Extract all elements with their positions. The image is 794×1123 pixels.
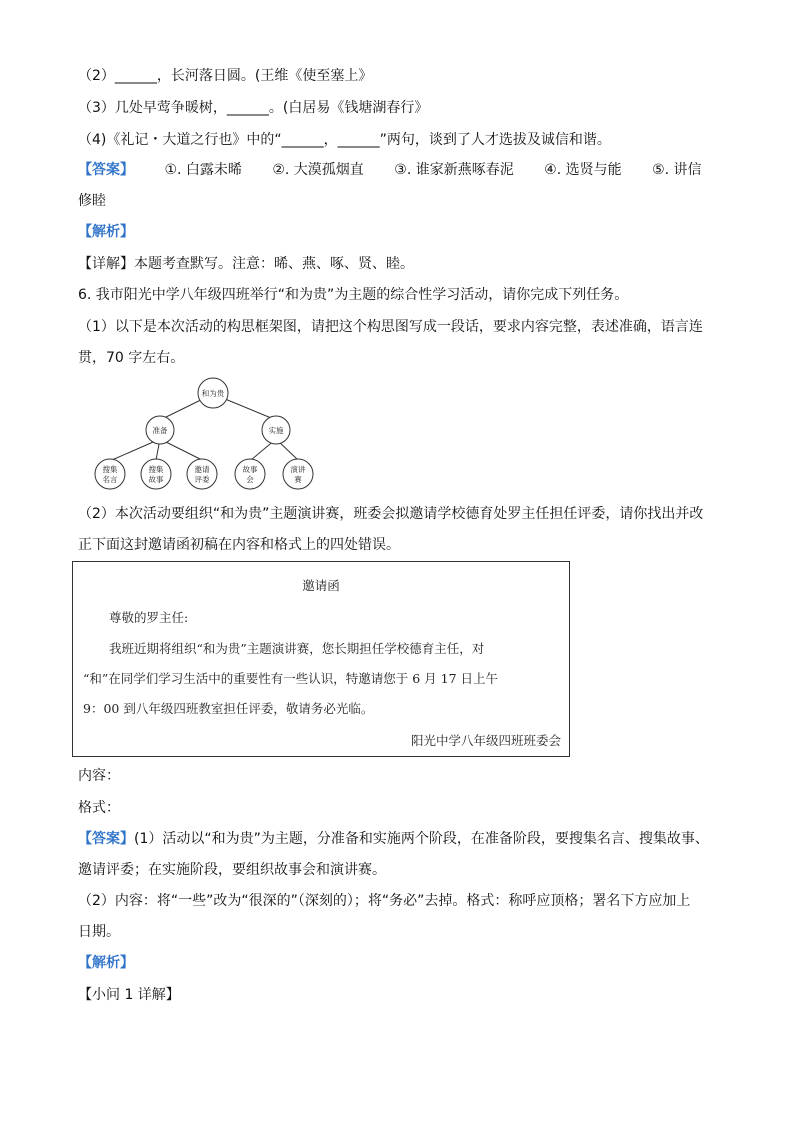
- format-label: 格式：: [78, 800, 120, 816]
- tree-leaf-node: [95, 459, 125, 489]
- tree-implement-label: 实施: [268, 426, 284, 435]
- tree-prepare-label: 准备: [152, 426, 168, 435]
- letter-signature: 阳光中学八年级四班班委会: [410, 733, 561, 748]
- answer-item-1: ①. 白露未晞: [164, 162, 242, 178]
- letter-title: 邀请函: [302, 578, 340, 593]
- answer2-text: (1）活动以“和为贵”为主题，分准备和实施两个阶段，在准备阶段，要搜集名言、搜集故事、: [134, 831, 709, 847]
- analysis-heading-2: 【解析】: [78, 955, 134, 971]
- letter-body-line: 我班近期将组织“和为贵”主题演讲赛，您长期担任学校德育主任，对: [109, 641, 485, 656]
- q6-sub1-line2: 贯，70 字左右。: [78, 350, 185, 366]
- q2-line: （2）______，长河落日圆。(王维《使至塞上》: [78, 68, 373, 84]
- answer2-line1: [78, 829, 724, 849]
- leaf-label: 故事: [242, 465, 258, 474]
- leaf-label: 演讲: [290, 465, 306, 474]
- letter-body-line: “和”在同学们学习生活中的重要性有一些认识，特邀请您于 6 月 17 日上午: [83, 671, 499, 686]
- detail-line: 【详解】本题考查默写。注意：晞、燕、啄、贤、睦。: [78, 256, 414, 272]
- invitation-letter-box: [72, 561, 570, 757]
- answer2-line3: （2）内容：将“一些”改为“很深的”（深刻的）；将“务必”去掉。格式：称呼应顶格；署名下方应加上: [78, 893, 691, 909]
- answer-continuation: 修睦: [78, 193, 106, 209]
- sub-question-detail-heading: 【小问 1 详解】: [78, 987, 180, 1003]
- leaf-label: 搜集: [148, 465, 164, 474]
- analysis-heading-1: 【解析】: [78, 224, 134, 240]
- tree-leaf-node: [187, 459, 217, 489]
- answer2-line4: 日期。: [78, 924, 120, 940]
- tree-leaf-node: [235, 459, 265, 489]
- concept-tree-diagram: [80, 372, 330, 500]
- leaf-label: 邀请: [194, 465, 210, 474]
- answer-item-2: ②. 大漠孤烟直: [272, 162, 364, 178]
- leaf-label: 名言: [102, 475, 118, 484]
- content-label: 内容：: [78, 768, 120, 784]
- leaf-label: 搜集: [102, 465, 118, 474]
- tree-root-label: 和为贵: [201, 389, 225, 398]
- answer-item-3: ③. 谁家新燕啄春泥: [394, 162, 514, 178]
- q6-sub1-line1: （1）以下是本次活动的构思框架图，请把这个构思图写成一段话，要求内容完整，表述准确，语言连: [78, 319, 703, 335]
- answer-item-5: ⑤. 讲信: [652, 162, 702, 178]
- leaf-label: 评委: [194, 475, 210, 484]
- answer-item-4: ④. 选贤与能: [544, 162, 622, 178]
- answer-tag: 【答案】: [78, 831, 134, 847]
- letter-greeting: 尊敬的罗主任:: [109, 610, 189, 625]
- leaf-label: 赛: [294, 475, 302, 484]
- tree-leaf-node: [283, 459, 313, 489]
- leaf-label: 故事: [148, 475, 164, 484]
- q6-sub2-line1: （2）本次活动要组织“和为贵”主题演讲赛，班委会拟邀请学校德育处罗主任担任评委，请你找出并改: [78, 506, 704, 522]
- tree-leaf-node: [141, 459, 171, 489]
- answer-line-1: [78, 160, 724, 180]
- answer-tag: 【答案】: [78, 162, 134, 178]
- answer2-line2: 邀请评委；在实施阶段，要组织故事会和演讲赛。: [78, 862, 386, 878]
- q6-sub2-line2: 正下面这封邀请函初稿在内容和格式上的四处错误。: [78, 537, 400, 553]
- q6-intro: 6. 我市阳光中学八年级四班举行“和为贵”为主题的综合性学习活动，请你完成下列任务。: [78, 287, 629, 303]
- leaf-label: 会: [246, 475, 254, 484]
- letter-body-line: 9：00 到八年级四班教室担任评委，敬请务必光临。: [83, 701, 374, 716]
- q4-line: （4)《礼记・大道之行也》中的“______，______”两句，谈到了人才选拔及诚信和谐。: [78, 132, 611, 148]
- q3-line: （3）几处早莺争暖树，______。(白居易《钱塘湖春行》: [78, 100, 429, 116]
